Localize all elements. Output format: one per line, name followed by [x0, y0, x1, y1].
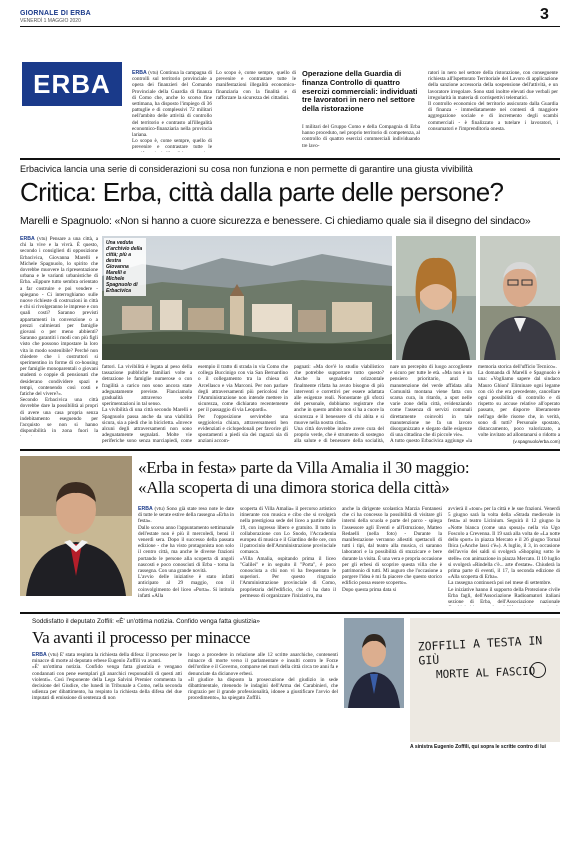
top-article-col1-cont-text: Lo scopo è, come sempre, quello di prevenire e contrastare tutte le manifestazioni illegalità economico-finanziaria con la finalità e di rafforzare la sicurezza dei cittadini. [216, 70, 296, 101]
main-col2b-text: La vivibilità di una città secondo Marelli e Spagnuolo passa anche da una viabilità sicura, sia a piedi che in bicicletta. «Invece alcuni degli attraversamenti non sono adeguatamente segnalati. Molte vie periferiche sono senza marciapiedi, come [102, 407, 192, 444]
main-col3b-text: Per l'opposizione servirebbe una seggiolovia chiara, attraversamenti ben evidenziati e ciclopedonali per favorire gli spostamenti a piedi sia dei ragazzi sia di anziani accom- [198, 413, 288, 444]
festa-headline-1: «Erba in festa» parte da Villa Amalia il 30 maggio: [138, 458, 470, 477]
main-col4b-text: Una città dovrebbe inoltre avere cura del proprio verde, che è strumento di sostegno alla salute e di benessere della socialità, [294, 426, 384, 444]
main-col4 [294, 364, 384, 444]
main-col4-text: pagnati: «Ma dov'è lo studio viabilistico che potrebbe supportare tutto questo? Anche la segnaletica orizzontale finalmente rifatta ha avuto bisogno di più interventi e correttivi per essere adattata alle esigenze reali. Nonostante gli sforzi del personale, dobbiamo registrare che anche in questo ambito non si ha a cuore la sicurezza e il benessere di chi abita e si muove nella nostra città». [294, 364, 384, 426]
redaelli-portrait [20, 456, 132, 596]
marelli-photo [396, 236, 476, 360]
main-col6 [478, 364, 560, 438]
top-article-col3-text: ratori in nero nel settore della ristorazione, con conseguente richiesta all'Ispettorato Territoriale del Lavoro di applicazione della sanzione accessoria della sospensione dell'attività, e un lavoratore irregolare. Sono stati inoltre elevati due verbali per irregolarità in materia di corrispettivi telematici. [428, 70, 558, 101]
graffiti-line-2: MORTE AL FASCIO [435, 664, 536, 682]
top-article-col2: I militari del Gruppo Como e della Compagnia di Erba hanno proceduto, nel proprio territorio di competenza, al controllo di quattro esercizi commerciali individuando tre lavo- [302, 124, 420, 149]
masthead-rule [20, 26, 560, 27]
city-photo-caption: Una veduta d'archivio della città; più a destra Giovanna Marelli e Michele Spagnuolo di Erbacivica [104, 238, 146, 296]
zoffili-col2 [188, 652, 338, 752]
masthead-name: GIORNALE DI ERBA [20, 10, 91, 17]
festa-col2b-text: «Villa Amalia, ospitando prima il liceo "Galilei" e in seguito il "Porta", è poco conosciuta a chi non vi ha frequentato le superiori. Per questo ringrazio l'Amministrazione provinciale di Como, proprietaria dell'edificio, che ci ha dato il permesso di organizzare l'iniziativa, ma [240, 555, 336, 599]
main-col3-text: esempio il tratto di strada in via Como che collega Buccinigo con via San Bernardino o il collegamento tra la chiesa di Arcellasco e via Marconi. Per non parlare degli attraversamenti più pericolosi che l'Amministrazione non intende mettere in sicurezza, come dichiarato recentemente per il passaggio di via Leopardi». [198, 364, 288, 414]
zoffili-col1-text: (vtu) È' stata respinta la richiesta della difesa: il processo per le minacce di morte al deputato erbese Eugenio Zoffili va avanti. [32, 652, 182, 665]
main-tag: ERBA [20, 236, 35, 242]
marelli-portrait [396, 236, 476, 360]
festa-col1 [138, 506, 234, 606]
festa-col3-text: anche la dirigente scolastica Marzia Fontanesi che ci ha concesso la possibilità di visitare gli interni della scuola e parte del parco - spiega l'assessore agli Eventi e all'Istruzione, Matteo Redaelli (nella foto) - Durante la manifestazione verranno allestiti spettacoli di tutti i tipi, dal teatro alla musica, ci saranno laboratori e la possibilità di stuzzicare e bere durante la visita. È una vera e propria occasione per gli erbesi di scoprire questa villa che è patrimonio di tutti. Mi auguro che l'occasione a porgere l'idea è mi fa piacere che questo storico edificio possa essere scoperto». [342, 506, 442, 587]
zoffili-portrait [344, 618, 404, 708]
section-rule-1 [20, 158, 560, 160]
main-headline: Critica: Erba, città dalla parte delle persone? [20, 177, 504, 207]
top-article-col1 [132, 70, 212, 152]
festa-col2-text: scoperta di Villa Amalia» il percorso artistico itinerante con musica e cibo che si svolgerà nella prestigiosa sede del liceo a partire dalle 19, con ingresso libero e gratuito. Il tutto in collaborazione con Lo Snodo, l'Accademia europea di musica e il Giardino delle ore, con il patrocinio dell'Amministrazione provinciale comasca. [240, 506, 336, 556]
spagnuolo-portrait [480, 236, 560, 360]
top-article-col1-text: (vtu) Continua la campagna di controlli sul territorio provinciale a opera dei finanzieri del Comando Provinciale della Guardia di finanza di Como che, anche lo scorso fine settimana, ha disposto l'impiego di 36 pattuglie e di complessivi 72 militari nell'ambito delle attività di controllo del territorio e contrasto all'illegalità economico-finanziaria nella provincia lariana. [132, 70, 212, 139]
main-col3 [198, 364, 288, 444]
spagnuolo-photo [480, 236, 560, 360]
festa-col1c-text: L'avvio delle iniziative è stato infatti anticipato al 29 maggio, con il coinvolgimento del liceo «Porta». Si intitola infatti «Alla [138, 574, 234, 599]
graffiti-photo-caption: A sinistra Eugenio Zoffili, qui sopra le scritte contro di lui [410, 744, 546, 750]
top-article-headline: Operazione della Guardia di finanza Controllo di quattro esercizi commerciali: individuati tre lavoratori in nero nel settore della ristorazione [302, 69, 418, 114]
main-col6b-text: La domanda di Marelli e Spagnuolo è una: «Vogliamo sapere dal sindaco Mauro Ghioni' Eliminare ogni legame con ciò che era precedente, cancellare ogni possibilità di controllo e di rispetto su accuse relative all'operato passato, per disporre liberamente nell'ago delle risorse che, in verità, sono di tutti? Personale spostato, distaccamento, poco valorizzato, a volte invitato ad allontanarsi o ridotto a [478, 370, 560, 438]
festa-col3b-text: Dopo questa prima data si [342, 586, 397, 593]
section-rule-2 [20, 449, 560, 451]
anarchy-symbol-icon [530, 662, 546, 678]
festa-col4 [448, 506, 560, 606]
section-label: ERBA [22, 62, 122, 106]
page-number: 3 [540, 6, 549, 23]
section-rule-3 [20, 612, 560, 614]
graffiti-photo [410, 618, 560, 742]
zoffili-photo [344, 618, 404, 708]
top-article-col1-cont [216, 70, 296, 152]
zoffili-tag: ERBA [32, 652, 47, 658]
main-col5-text: nare un percepito di luogo accogliente e sicuro per tutte le età. «Ma non è un pensiero prioritario, anzi la manutenzione del verde affidata alla Comunità montana viene fatta con scarsa cura, in ritardo, a spot nelle varie zone della città, evidenziando come l'assenza di servizi comunali direttamente coinvolti in tale manutenzione ne fa un lavoro disorganizzato e slegato dalle esigenze di una cittadina che di piccole vie». [390, 364, 472, 439]
festa-col1b-text: Dallo scorso anno l'appuntamento settimanale dell'estate non è più il mercoledì, bensì il venerdì sera. Dopo il successo della passata edizione - che ha visto protagonista non solo il centro città, ma anche le diverse frazioni portando le persone alla scoperta di angoli nascosti e poco conosciuti di Erba - torna la rassegna. Con una grande novità. [138, 524, 234, 575]
main-col1b-text: Secondo Erbacivica una città dovrebbe dare la possibilità ai propri di avere una casa propria senza indebitamento eseguendo per l'acquisto se non si hanno disponibilità in zona fuori la [20, 397, 98, 435]
main-col6-text: memoria storica dell'ufficio Tecnico». [478, 364, 557, 370]
main-subhead: Marelli e Spagnuolo: «Non si hanno a cuore sicurezza e benessere. Ci chiediamo quale sia il disegno del sindaco» [20, 215, 531, 227]
festa-col4c-text: Le iniziative hanno il supporto della Protezione civile Erba fagli, dell'Associazione Radioamatori italiani sezione di Erba, dell'Associazione nazionale [448, 586, 560, 606]
main-col5 [390, 364, 472, 444]
main-col2-text: fattori. La vivibilità è legata al peso della tassazione pubbliche familiari volte a detrazione le famiglie numerose o con fragilità a carico non sono ancora state adeguatamente previste. Flanciamola gradualità attraverso scelte sperimentazioni in tal senso. [102, 364, 192, 408]
zoffili-headline: Va avanti il processo per minacce [32, 628, 251, 647]
festa-headline-2: «Alla scoperta di una dimora storica della città» [138, 478, 450, 497]
top-article-col1b-text: Lo scopo è, come sempre, quello di prevenire e contrastare tutte le [132, 138, 212, 151]
festa-col3 [342, 506, 442, 606]
main-byline: (v.spagnuolo/erba.com) [513, 439, 560, 444]
festa-col4b-text: La rassegna continuerà poi nel mese di settembre. [448, 580, 552, 587]
redaelli-photo [20, 456, 132, 596]
zoffili-kicker: Soddisfatto il deputato Zoffili: «È' un'ottima notizia. Confido venga fatta giustizia» [32, 618, 260, 625]
top-article-col3b-text: Il controllo economico del territorio assicurato dalla Guardia di finanza - immediatamente nei contesti di maggiore aggregazione sociale e di incremento degli scambi commerciali - è finalizzato a tutelare i lavoratori, i consumatori e l'imprenditoria onesta. [428, 101, 558, 132]
masthead-date: VENERDÌ 1 MAGGIO 2020 [20, 18, 81, 24]
festa-col1-text: (vtu) Sono già state reso note le date di tutte le serate estive della rassegna «Erba in festa». [138, 506, 234, 525]
main-col1 [20, 236, 98, 436]
zoffili-col1b-text: «È' un'ottima notizia. Confido venga fatta giustizia e vengano condannati con pene esemplari gli anarchici responsabili di questi atti violenti». Così l'esponente della Lega Salvini Premier commenta la decisione del Giudice, che lunedì in Tribunale a Como, nella seconda udienza per dibattimento, ha respinto la richiesta della difesa del due imputati di emissione di sentenza di non [32, 664, 182, 702]
graffiti-line-1: ZOFFILI A TESTA IN GIÙ [417, 633, 543, 668]
top-article-col3 [428, 70, 558, 152]
main-col1-text: (vtu) Pensare a una città, a chi la vive e la vivrà. È questo, secondo i consiglieri di opposizione Erbacivica, Giovanna Marelli e Michele Spagnuolo, lo spirito che dovrebbe muovere la ripresentazione urbana e le varianti urbanistiche di Erba. «Eppure tutto sembra orientato a far costruire e poi vendere - spiegano - Ci interroghiamo sulle nuove richieste di costruzioni in città e chi si rivolgeranno le imprese e con quali costi? Saranno previsti appartamenti in convenzione o a prezzi calmierati per famiglie giovani o per meno abbienti? Saranno garantiti i modi con più figli visto che possono impostare la loro vita in modo sostenibile? Perché non chiedere che i costruttori si sperimentino in forme di co-housing per famiglie monoparentali o giovani studenti o coppie di pensionati che desiderano condividere spazi e tempi, contenendo così costi e fatiche del vivere?». [20, 236, 98, 398]
main-kicker: Erbacivica lancia una serie di considerazioni su cosa non funziona e non permette di garantire una giusta vivibilità [20, 164, 473, 174]
zoffili-col2-text: luogo a procedere in relazione alle 12 scritte anarchiche, contenenti minacce di morte verso il parlamentare e insulti contro le Forze dell'ordine e il Governo, comparse nei muri della città circa tre anni fa e denunciate da dicianove erbesi. [188, 652, 338, 677]
zoffili-col2b-text: «Il giudice ha disposto la prosecuzione del giudizio in sede dibattimentale, ritenendo le indagini dell'Arma dei Carabinieri, che ringrazio per il grande professionalità, idonee a giustificare l'avvio del procedimento», ha spiegato Zoffili. [188, 676, 338, 702]
main-col5b-text: A tutto questo Erbacivica aggiunge «la [390, 438, 472, 444]
main-col2 [102, 364, 192, 444]
festa-col2 [240, 506, 336, 606]
top-article-tag: ERBA [132, 70, 147, 76]
festa-col4-text: avvierà il «tour» per la città e le sue frazioni. Venerdì 5 giugno sarà la volta della «Strada medievale in festa» al teatro Licinium. Seguirà il 12 giugno la «Notte bianca (come una sposa)» nella via Ugo Foscolo a Crevenna. Il 19 sarà alla volta de «La notte dello sport» in piazza Mercato e il 26 giugno Tornal Ibica («Anche lassi c'è»). A luglio, il 3, in occasione dell'avvio dei saldi si svolgerà «Shopping sotto le stelle» con animazione in piazza Mercato. Il 10 luglio si svolgerà «Rindella c'è... arte d'estate». Chiuderà la prima parte di eventi, il 17, la seconda edizione di «Alla scoperta di Erba». [448, 506, 560, 581]
zoffili-col1 [32, 652, 182, 752]
festa-tag: ERBA [138, 506, 153, 512]
